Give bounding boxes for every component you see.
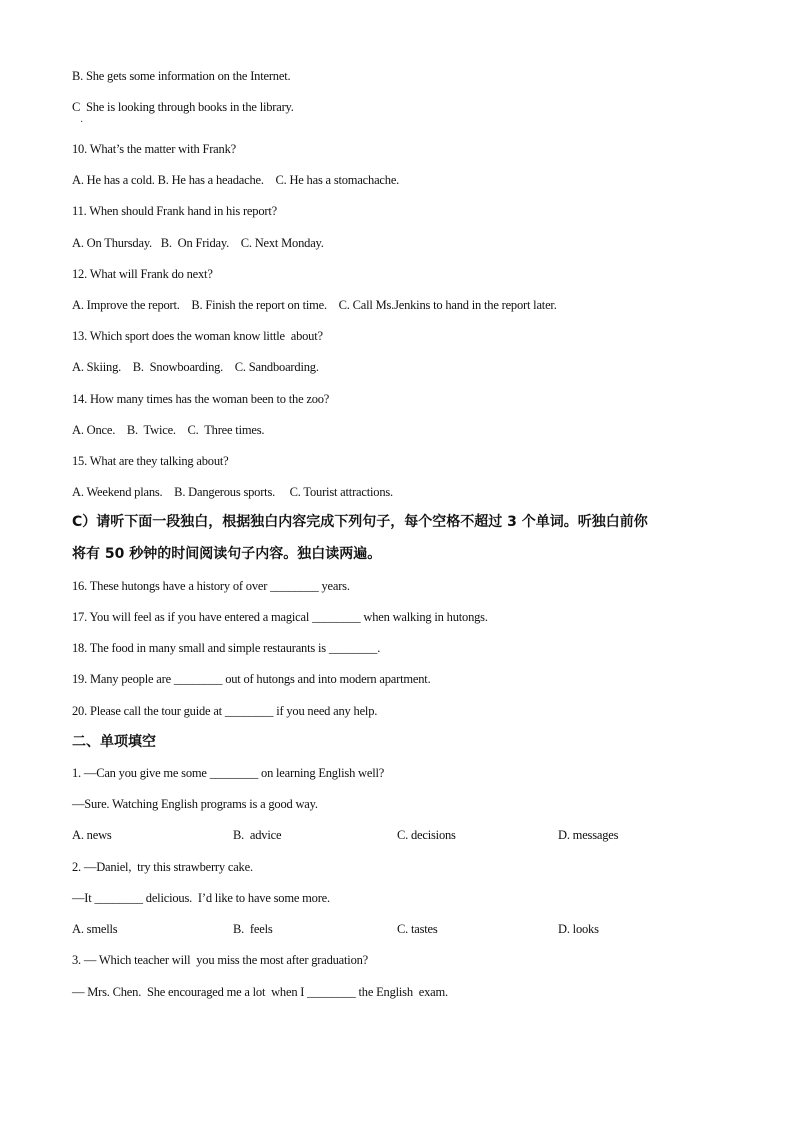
mc-1-option-b: B. advice [233,828,282,842]
option-line: B. She gets some information on the Internet. [72,69,291,83]
mc-2-option-b: B. feels [233,922,273,936]
question-14-options: A. Once. B. Twice. C. Three times. [72,423,265,437]
section-2-heading: 二、单项填空 [72,734,156,750]
question-12: 12. What will Frank do next? [72,267,213,281]
stray-mark: · [80,117,84,128]
question-13: 13. Which sport does the woman know little about? [72,329,323,343]
question-10-options: A. He has a cold. B. He has a headache. C. He has a stomachache. [72,173,400,187]
question-17: 17. You will feel as if you have entered a magical ________ when walking in hutongs. [72,610,488,624]
question-11: 11. When should Frank hand in his report? [72,204,277,218]
mc-question-2-reply: —It ________ delicious. I’d like to have some more. [72,891,330,905]
mc-question-2: 2. —Daniel, try this strawberry cake. [72,860,253,874]
mc-1-option-d: D. messages [558,828,619,842]
mc-question-1-reply: —Sure. Watching English programs is a good way. [72,797,318,811]
question-15: 15. What are they talking about? [72,454,229,468]
mc-question-1: 1. —Can you give me some ________ on learning English well? [72,766,385,780]
section-c-instructions: C）请听下面一段独白，根据独白内容完成下列句子，每个空格不超过 3 个单词。听独白前你 [72,514,648,530]
question-10: 10. What’s the matter with Frank? [72,142,236,156]
question-16: 16. These hutongs have a history of over ________ years. [72,579,350,593]
mc-2-option-c: C. tastes [397,922,438,936]
question-13-options: A. Skiing. B. Snowboarding. C. Sandboarding. [72,360,319,374]
mc-2-option-d: D. looks [558,922,599,936]
question-14: 14. How many times has the woman been to the zoo? [72,392,330,406]
question-11-options: A. On Thursday. B. On Friday. C. Next Monday. [72,236,324,250]
question-15-options: A. Weekend plans. B. Dangerous sports. C. Tourist attractions. [72,485,393,499]
section-c-instructions-cont: 将有 50 秒钟的时间阅读句子内容。独白读两遍。 [72,546,382,562]
mc-1-option-a: A. news [72,828,112,842]
mc-question-3-reply: — Mrs. Chen. She encouraged me a lot when I ________ the English exam. [72,985,448,999]
option-line: C She is looking through books in the library. [72,100,294,114]
mc-1-option-c: C. decisions [397,828,456,842]
question-12-options: A. Improve the report. B. Finish the report on time. C. Call Ms.Jenkins to hand in the report later. [72,298,557,312]
question-18: 18. The food in many small and simple restaurants is ________. [72,641,381,655]
question-20: 20. Please call the tour guide at ________ if you need any help. [72,704,378,718]
question-19: 19. Many people are ________ out of hutongs and into modern apartment. [72,672,431,686]
mc-question-3: 3. — Which teacher will you miss the most after graduation? [72,953,369,967]
mc-2-option-a: A. smells [72,922,118,936]
